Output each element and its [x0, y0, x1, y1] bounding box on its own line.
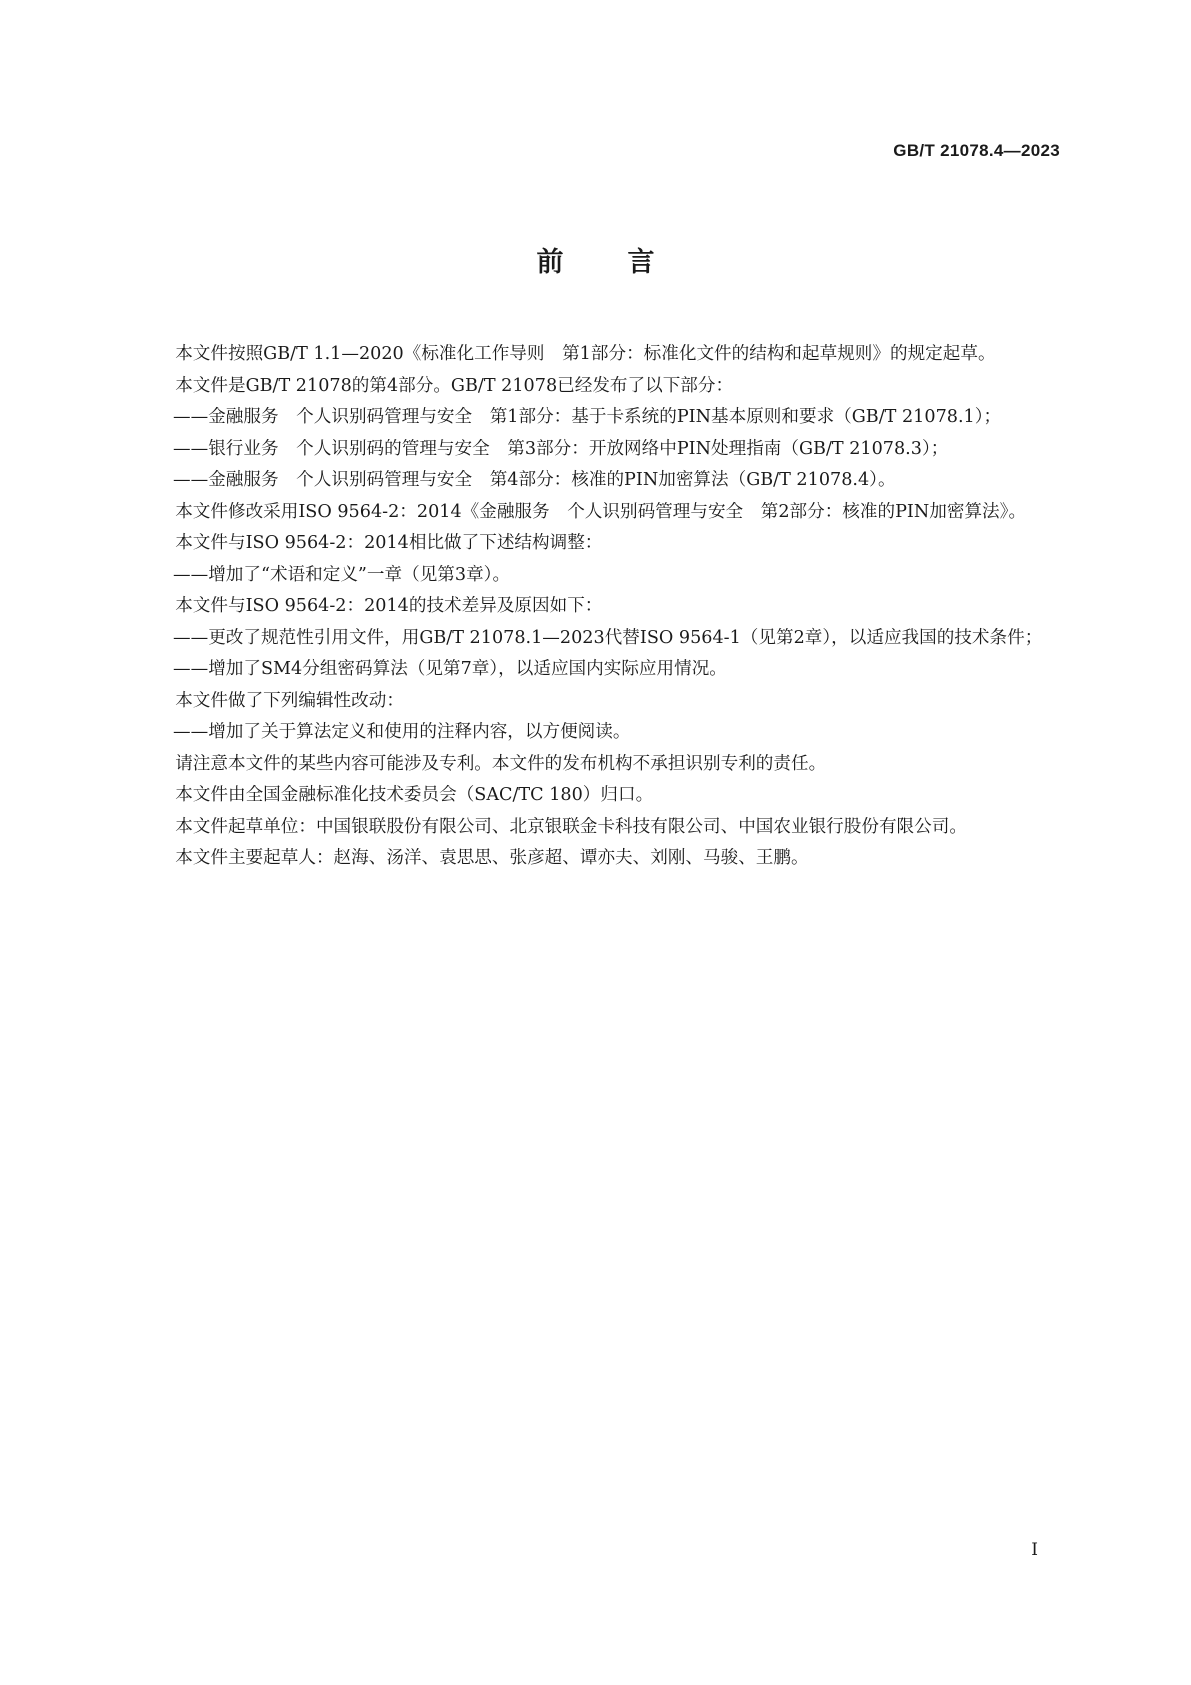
list-item: ——增加了SM4分组密码算法（见第7章），以适应国内实际应用情况。 — [173, 659, 727, 679]
document-code: GB/T 21078.4—2023 — [893, 141, 1060, 160]
paragraph: 本文件做了下列编辑性改动： — [175, 690, 404, 711]
paragraph: 本文件起草单位：中国银联股份有限公司、北京银联金卡科技有限公司、中国农业银行股份有限公司。 — [175, 816, 967, 837]
paragraph: 本文件与ISO 9564-2：2014的技术差异及原因如下： — [175, 596, 603, 616]
list-item: ——银行业务 个人识别码的管理与安全 第3部分：开放网络中PIN处理指南（GB/T 21078.3）； — [173, 438, 949, 459]
list-item: ——增加了关于算法定义和使用的注释内容，以方便阅读。 — [173, 722, 631, 742]
paragraph: 本文件由全国金融标准化技术委员会（SAC/TC 180）归口。 — [175, 785, 654, 805]
paragraph: 本文件与ISO 9564-2：2014相比做了下述结构调整： — [175, 533, 603, 553]
paragraph: 本文件按照GB/T 1.1—2020《标准化工作导则 第1部分：标准化文件的结构和起草规则》的规定起草。 — [175, 344, 996, 364]
list-item: ——金融服务 个人识别码管理与安全 第1部分：基于卡系统的PIN基本原则和要求（GB/T 21078.1）； — [173, 407, 1002, 427]
paragraph: 本文件是GB/T 21078的第4部分。GB/T 21078已经发布了以下部分： — [175, 375, 734, 396]
paragraph: 本文件修改采用ISO 9564-2：2014《金融服务 个人识别码管理与安全 第2部分：核准的PIN加密算法》。 — [175, 501, 1027, 522]
list-item: ——更改了规范性引用文件，用GB/T 21078.1—2023代替ISO 9564-1（见第2章），以适应我国的技术条件； — [173, 627, 1043, 648]
page-number: I — [1031, 1540, 1038, 1560]
list-item: ——金融服务 个人识别码管理与安全 第4部分：核准的PIN加密算法（GB/T 21078.4）。 — [173, 470, 896, 490]
page-title: 前言 — [536, 247, 719, 278]
paragraph: 请注意本文件的某些内容可能涉及专利。本文件的发布机构不承担识别专利的责任。 — [175, 753, 827, 774]
foreword-body — [140, 339, 1060, 875]
paragraph: 本文件主要起草人：赵海、汤洋、袁思思、张彦超、谭亦夫、刘刚、马骏、王鹏。 — [175, 848, 809, 868]
list-item: ——增加了“术语和定义”一章（见第3章）。 — [173, 564, 511, 585]
